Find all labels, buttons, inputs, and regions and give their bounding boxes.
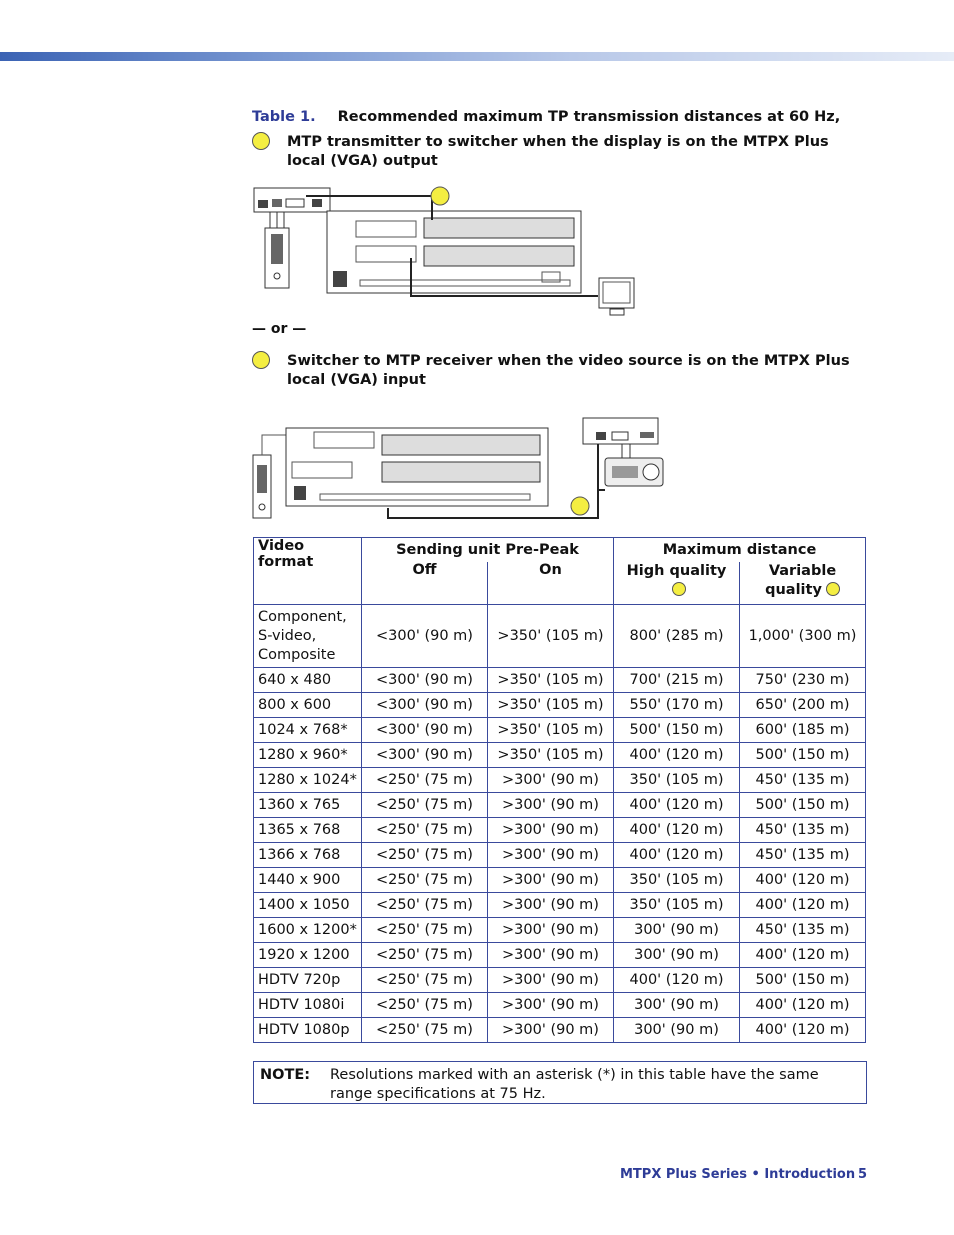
cell-variable: 750' (230 m) [740,668,866,693]
cell-off: <250' (75 m) [362,968,488,993]
page-number: 5 [858,1167,868,1182]
cell-format: HDTV 720p [254,968,362,993]
cell-variable: 500' (150 m) [740,793,866,818]
cell-off: <300' (90 m) [362,693,488,718]
cell-high: 350' (105 m) [614,768,740,793]
table-row [254,843,866,868]
high-quality-label: High quality [626,563,727,579]
cell-high: 400' (120 m) [614,743,740,768]
cell-off: <250' (75 m) [362,793,488,818]
cell-off: <300' (90 m) [362,668,488,693]
cell-variable: 500' (150 m) [740,968,866,993]
note-box [253,1061,867,1104]
cell-off: <250' (75 m) [362,768,488,793]
table-row [254,993,866,1018]
note-label: NOTE: [260,1067,311,1083]
cell-format: 1024 x 768* [254,718,362,743]
cell-high: 300' (90 m) [614,993,740,1018]
diagram-b [253,418,663,518]
cell-on: >300' (90 m) [488,943,614,968]
cell-on: >300' (90 m) [488,818,614,843]
diagram-a [254,187,634,315]
cell-format: 1280 x 1024* [254,768,362,793]
table-row [254,943,866,968]
cell-off: <250' (75 m) [362,943,488,968]
cell-format: 1920 x 1200 [254,943,362,968]
header-on: On [488,562,614,605]
table-row [254,668,866,693]
cell-high: 300' (90 m) [614,918,740,943]
note-text: Resolutions marked with an asterisk (*) in this table have the same range specifications at 75 Hz. [330,1067,819,1102]
cell-variable: 450' (135 m) [740,768,866,793]
cell-off: <300' (90 m) [362,743,488,768]
table-row [254,918,866,943]
cell-format: 1600 x 1200* [254,918,362,943]
table-row [254,718,866,743]
table-row [254,693,866,718]
table-row [254,868,866,893]
table-row [254,793,866,818]
cell-format: 800 x 600 [254,693,362,718]
cell-on: >350' (105 m) [488,605,614,668]
cell-off: <250' (75 m) [362,918,488,943]
cell-variable: 1,000' (300 m) [740,605,866,668]
cell-format: 1400 x 1050 [254,893,362,918]
cell-on: >300' (90 m) [488,993,614,1018]
cell-high: 400' (120 m) [614,843,740,868]
cell-off: <300' (90 m) [362,718,488,743]
cell-format: HDTV 1080i [254,993,362,1018]
cell-variable: 650' (200 m) [740,693,866,718]
cell-on: >350' (105 m) [488,718,614,743]
header-off: Off [362,562,488,605]
cell-off: <250' (75 m) [362,1018,488,1043]
header-high-quality [614,562,740,605]
cell-format: 1365 x 768 [254,818,362,843]
high-quality-bullet-icon [672,582,686,596]
cell-high: 350' (105 m) [614,893,740,918]
connection-diagrams [0,0,954,530]
cell-off: <300' (90 m) [362,605,488,668]
cell-high: 300' (90 m) [614,1018,740,1043]
cell-off: <250' (75 m) [362,893,488,918]
cell-high: 400' (120 m) [614,818,740,843]
cell-variable: 400' (120 m) [740,893,866,918]
cell-on: >350' (105 m) [488,668,614,693]
cell-on: >300' (90 m) [488,793,614,818]
table-row [254,768,866,793]
table-row [254,893,866,918]
table-row [254,743,866,768]
cell-on: >300' (90 m) [488,918,614,943]
scenario-b-text: Switcher to MTP receiver when the video source is on the MTPX Plus local (VGA) input [287,353,850,388]
variable-quality-bullet-icon [826,582,840,596]
cell-format: 1440 x 900 [254,868,362,893]
table-row [254,605,866,668]
cell-on: >350' (105 m) [488,743,614,768]
cell-on: >300' (90 m) [488,1018,614,1043]
cell-variable: 500' (150 m) [740,743,866,768]
cell-high: 700' (215 m) [614,668,740,693]
cell-format: Component, S-video, Composite [254,605,362,668]
cell-high: 300' (90 m) [614,943,740,968]
cell-on: >350' (105 m) [488,693,614,718]
cell-variable: 400' (120 m) [740,868,866,893]
cell-variable: 450' (135 m) [740,843,866,868]
cell-variable: 400' (120 m) [740,993,866,1018]
or-separator: — or — [252,321,307,337]
cell-on: >300' (90 m) [488,893,614,918]
cell-on: >300' (90 m) [488,868,614,893]
table-row [254,1018,866,1043]
table-row [254,818,866,843]
distance-table [253,537,866,1043]
cell-high: 800' (285 m) [614,605,740,668]
cell-on: >300' (90 m) [488,843,614,868]
cell-high: 500' (150 m) [614,718,740,743]
table-row [254,968,866,993]
cell-variable: 450' (135 m) [740,918,866,943]
cell-off: <250' (75 m) [362,868,488,893]
cell-format: 640 x 480 [254,668,362,693]
scenario-a-text: MTP transmitter to switcher when the display is on the MTPX Plus local (VGA) output [287,134,829,169]
footer-title: MTPX Plus Series • Introduction [620,1167,856,1182]
caption-title: Recommended maximum TP transmission distances at 60 Hz, [337,109,841,125]
cell-format: 1366 x 768 [254,843,362,868]
header-video-format: Video format [254,538,362,605]
header-variable-quality [740,562,866,605]
cell-high: 400' (120 m) [614,793,740,818]
cell-high: 550' (170 m) [614,693,740,718]
cell-off: <250' (75 m) [362,818,488,843]
cell-off: <250' (75 m) [362,993,488,1018]
cell-high: 350' (105 m) [614,868,740,893]
cell-variable: 400' (120 m) [740,943,866,968]
cell-format: HDTV 1080p [254,1018,362,1043]
variable-quality-label: Variable quality [765,563,837,598]
cell-variable: 450' (135 m) [740,818,866,843]
cell-on: >300' (90 m) [488,768,614,793]
cell-format: 1360 x 765 [254,793,362,818]
header-max-distance: Maximum distance [614,538,866,563]
cell-variable: 400' (120 m) [740,1018,866,1043]
cell-variable: 600' (185 m) [740,718,866,743]
cell-format: 1280 x 960* [254,743,362,768]
cell-on: >300' (90 m) [488,968,614,993]
header-sending-unit: Sending unit Pre-Peak [362,538,614,563]
caption-label: Table 1. [252,109,316,125]
cell-off: <250' (75 m) [362,843,488,868]
cell-high: 400' (120 m) [614,968,740,993]
